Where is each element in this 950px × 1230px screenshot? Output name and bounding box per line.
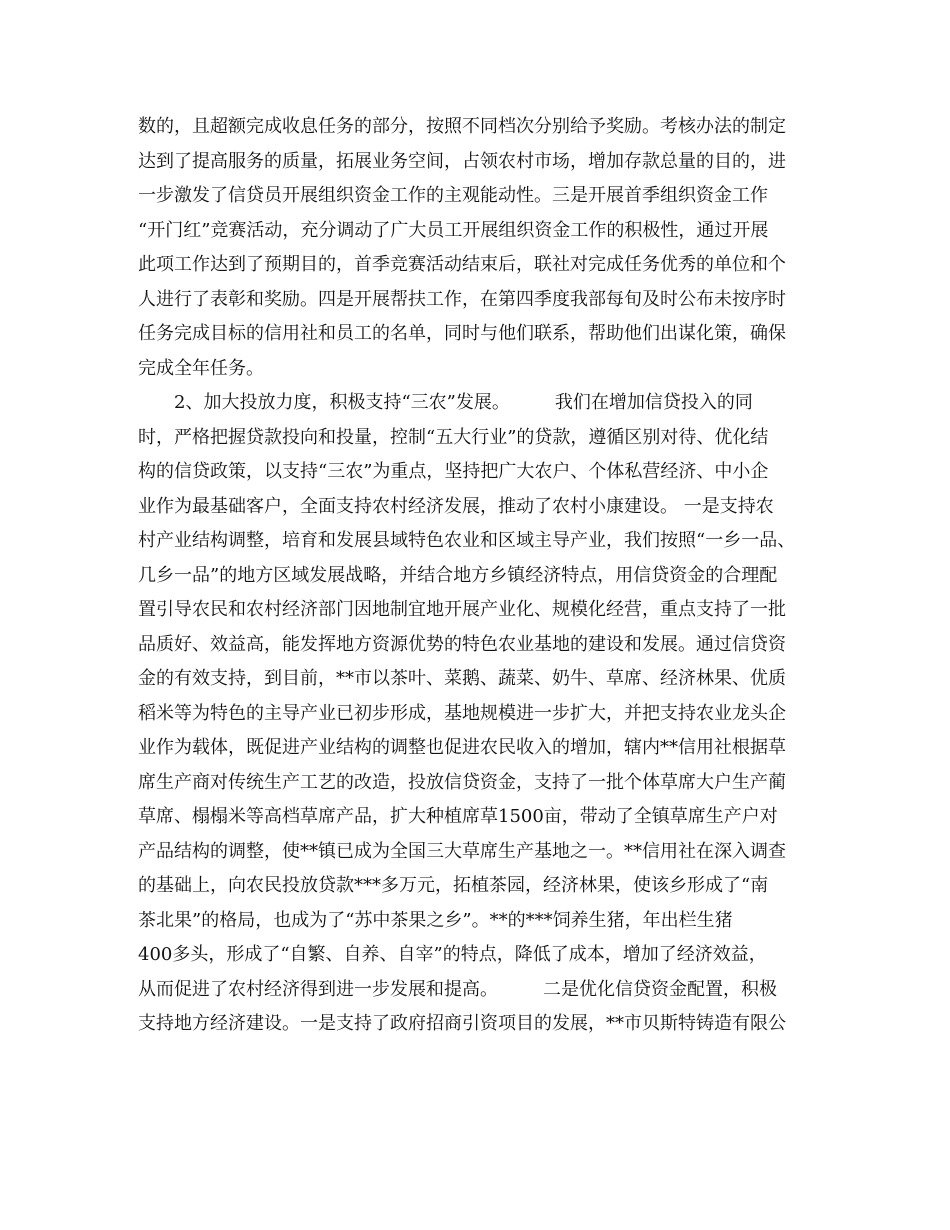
- text-line: 产品结构的调整，使**镇已成为全国三大草席生产基地之一。**信用社在深入调查: [138, 840, 786, 862]
- text-line: 2、加大投放力度，积极支持“三农”发展。 我们在增加信贷投入的同: [138, 392, 753, 413]
- text-line: 完成全年任务。: [138, 357, 264, 379]
- text-line: 业作为最基础客户，全面支持农村经济发展，推动了农村小康建设。 一是支持农: [138, 495, 774, 517]
- body-text: [138, 110, 818, 1042]
- text-line: 稻米等为特色的主导产业已初步形成，基地规模进一步扩大，并把支持农业龙头企: [138, 702, 786, 724]
- text-line: 从而促进了农村经济得到进一步发展和提高。 二是优化信贷资金配置，积极: [138, 978, 777, 1000]
- text-line: 人进行了表彰和奖励。四是开展帮扶工作，在第四季度我部每旬及时公布未按序时: [138, 288, 786, 310]
- text-line: 构的信贷政策，以支持“三农”为重点，坚持把广大农户、个体私营经济、中小企: [138, 461, 769, 482]
- text-line: 品质好、效益高，能发挥地方资源优势的特色农业基地的建设和发展。通过信贷资: [138, 633, 786, 655]
- text-line: 草席、榻榻米等高档草席产品，扩大种植席草1500亩，带动了全镇草席生产户对: [138, 806, 778, 827]
- text-line: 一步激发了信贷员开展组织资金工作的主观能动性。三是开展首季组织资金工作: [138, 185, 768, 206]
- text-line: 业作为载体，既促进产业结构的调整也促进农民收入的增加，辖内**信用社根据草: [138, 737, 786, 758]
- text-line: 此项工作达到了预期目的，首季竞赛活动结束后，联社对完成任务优秀的单位和个: [138, 254, 786, 275]
- text-line: 数的，且超额完成收息任务的部分，按照不同档次分别给予奖励。考核办法的制定: [138, 116, 786, 137]
- text-line: 几乡一品”的地方区域发展战略，并结合地方乡镇经济特点，用信贷资金的合理配: [138, 564, 778, 586]
- text-line: 置引导农民和农村经济部门因地制宜地开展产业化、规模化经营，重点支持了一批: [138, 599, 786, 620]
- text-line: 400多头，形成了“自繁、自养、自宰”的特点，降低了成本，增加了经济效益，: [138, 944, 767, 965]
- text-line: 支持地方经济建设。一是支持了政府招商引资项目的发展，**市贝斯特铸造有限公: [138, 1013, 786, 1034]
- text-line: 时，严格把握贷款投向和投量，控制“五大行业”的贷款，遵循区别对待、优化结: [138, 426, 769, 448]
- text-line: 任务完成目标的信用社和员工的名单，同时与他们联系，帮助他们出谋化策，确保: [138, 323, 786, 344]
- text-line: 金的有效支持，到目前，**市以茶叶、菜鹅、蔬菜、奶牛、草席、经济林果、优质: [138, 668, 786, 689]
- text-line: 茶北果”的格局，也成为了“苏中茶果之乡”。**的***饲养生猪，年出栏生猪: [138, 909, 733, 931]
- text-line: “开门红”竞赛活动，充分调动了广大员工开展组织资金工作的积极性，通过开展: [138, 219, 769, 241]
- text-line: 村产业结构调整，培育和发展县域特色农业和区域主导产业，我们按照“一乡一品、: [138, 530, 796, 551]
- text-line: 的基础上，向农民投放贷款***多万元，拓植茶园，经济林果，使该乡形成了“南: [138, 875, 769, 896]
- text-line: 达到了提高服务的质量，拓展业务空间，占领农村市场，增加存款总量的目的，进: [138, 150, 786, 172]
- text-line: 席生产商对传统生产工艺的改造，投放信贷资金，支持了一批个体草席大户生产蔺: [138, 771, 786, 793]
